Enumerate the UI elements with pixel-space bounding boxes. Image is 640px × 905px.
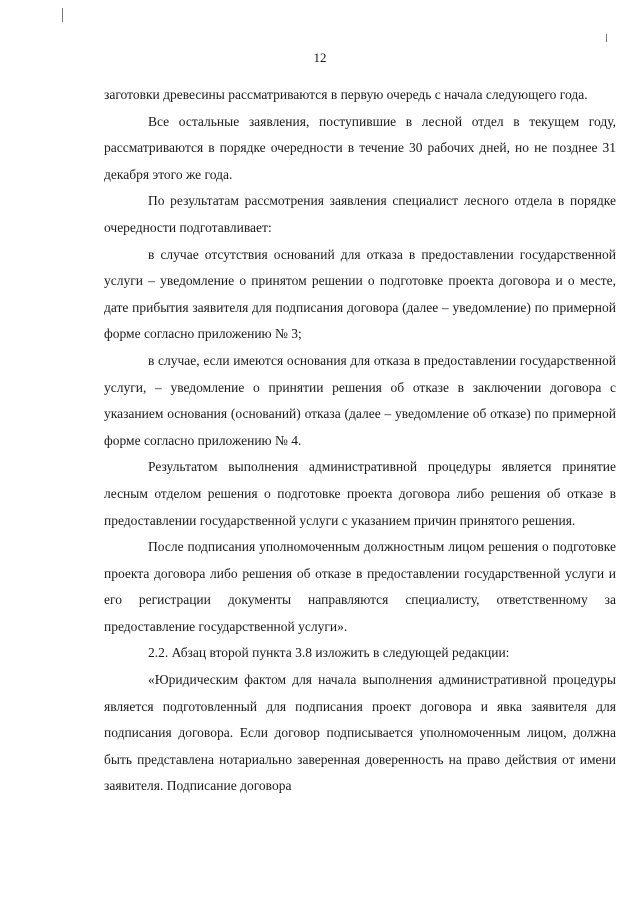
document-body [104, 82, 616, 800]
paragraph: «Юридическим фактом для начала выполнения административной процедуры является подготовленный для подписания проект договора и явка заявителя для подписания договора. Если договор подписывается уполномоченным лицом, должна быть представлена нотариально заверенная доверенность на право действия от имени заявителя. Подписание договора [104, 672, 616, 794]
paragraph: в случае, если имеются основания для отказа в предоставлении государственной услуги, – уведомление о принятии решения об отказе в заключении договора с указанием основания (оснований) отказа (далее – уведомление об отказе) по примерной форме согласно приложению № 4. [104, 352, 616, 448]
paragraph: По результатам рассмотрения заявления специалист лесного отдела в порядке очередности подготавливает: [104, 193, 616, 235]
paragraph: в случае отсутствия оснований для отказа в предоставлении государственной услуги – уведомление о принятом решении о подготовке проекта договора и о месте, дате прибытия заявителя для подписания договора (далее – уведомление) по примерной форме согласно приложению № 3; [104, 246, 616, 342]
paragraph: заготовки древесины рассматриваются в первую очередь с начала следующего года. [104, 87, 588, 102]
paragraph: Результатом выполнения административной процедуры является принятие лесным отделом решения о подготовке проекта договора либо решения об отказе в предоставлении государственной услуги с указанием причин принятого решения. [104, 459, 616, 528]
paragraph: Все остальные заявления, поступившие в лесной отдел в текущем году, рассматриваются в порядке очередности в течение 30 рабочих дней, но не позднее 31 декабря этого же года. [104, 113, 616, 182]
paragraph: 2.2. Абзац второй пункта 3.8 изложить в следующей редакции: [148, 645, 510, 661]
page-number: 12 [313, 50, 327, 65]
scan-mark-right [606, 34, 607, 42]
paragraph: После подписания уполномоченным должностным лицом решения о подготовке проекта договора либо решения об отказе в предоставлении государственной услуги и его регистрации документы направляются специалисту, ответственному за предоставление государственной услуги». [104, 539, 616, 634]
scan-mark-left [62, 8, 63, 22]
